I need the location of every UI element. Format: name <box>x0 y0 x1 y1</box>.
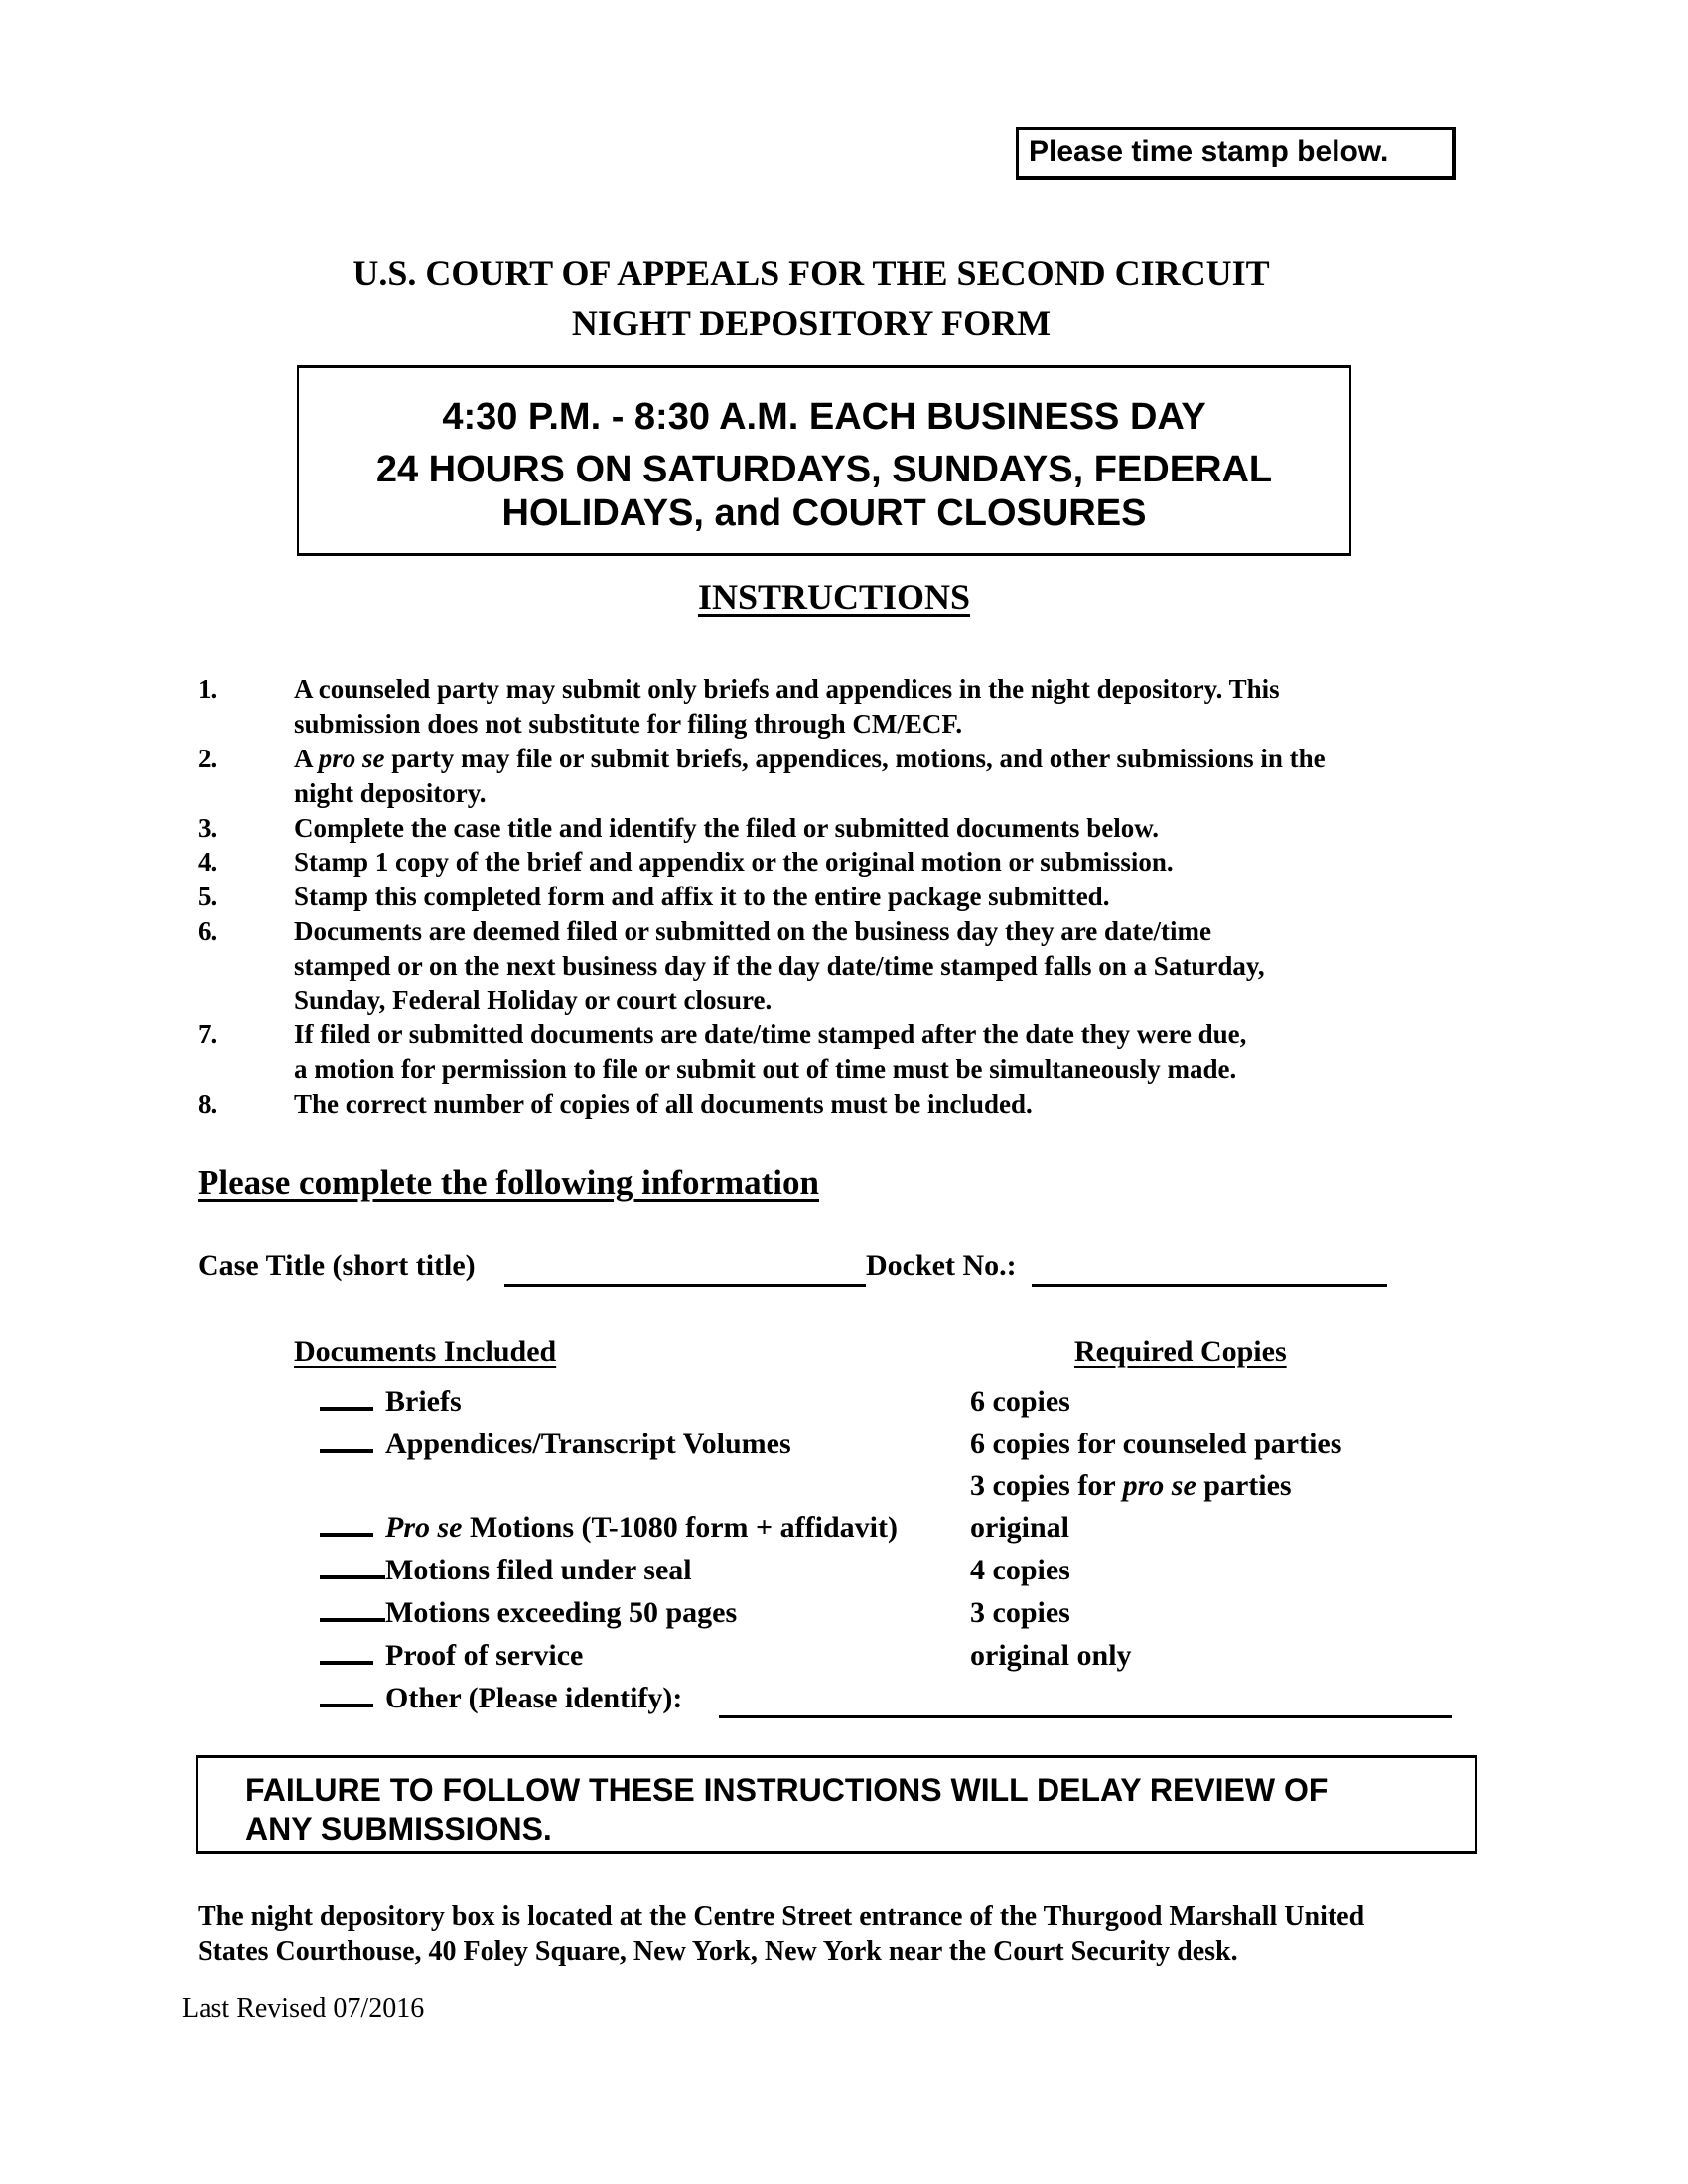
italic-text: Pro se <box>385 1511 463 1544</box>
instruction-line: stamped or on the next business day if the day date/time stamped falls on a Saturday, <box>294 951 1265 981</box>
instruction-number: 6. <box>198 916 218 946</box>
copies-value: 3 copies <box>970 1596 1070 1629</box>
appendices-checkbox-blank[interactable] <box>320 1448 373 1453</box>
instruction-line: Stamp this completed form and affix it to the entire package submitted. <box>294 882 1110 911</box>
copies-value: 6 copies <box>970 1385 1070 1418</box>
location-line-2: States Courthouse, 40 Foley Square, New York, New York near the Court Security desk. <box>198 1936 1238 1967</box>
instruction-number: 2. <box>198 744 218 773</box>
hours-line-2: 24 HOURS ON SATURDAYS, SUNDAYS, FEDERAL <box>375 449 1273 490</box>
other-checkbox-blank[interactable] <box>320 1703 373 1707</box>
case-title-label: Case Title (short title) <box>198 1249 476 1282</box>
document-label: Motions exceeding 50 pages <box>385 1596 738 1629</box>
court-title: U.S. COURT OF APPEALS FOR THE SECOND CIRCUIT <box>352 253 1270 293</box>
warning-line-1: FAILURE TO FOLLOW THESE INSTRUCTIONS WILL DELAY REVIEW OF <box>245 1772 1329 1808</box>
warning-box <box>196 1755 1477 1854</box>
hours-box <box>297 365 1351 556</box>
document-row-long-motions <box>320 1596 737 1630</box>
italic-text: pro se <box>318 744 385 773</box>
copies-value: original only <box>970 1639 1132 1672</box>
documents-header: Documents Included <box>294 1335 557 1368</box>
document-row-sealed-motions <box>320 1554 692 1587</box>
hours-line-3: HOLIDAYS, and COURT CLOSURES <box>501 492 1147 534</box>
docket-field[interactable] <box>1032 1256 1387 1287</box>
copies-value: original <box>970 1511 1070 1544</box>
form-heading: Please complete the following information <box>198 1163 820 1202</box>
case-title-field[interactable] <box>504 1256 866 1287</box>
instruction-line: If filed or submitted documents are date/time stamped after the date they were due, <box>294 1020 1247 1049</box>
other-identify-field[interactable] <box>719 1688 1452 1718</box>
instruction-number: 4. <box>198 847 218 877</box>
docket-label: Docket No.: <box>866 1249 1017 1282</box>
instruction-number: 1. <box>198 674 218 704</box>
time-stamp-box <box>1016 127 1456 180</box>
copies-value-pro-se <box>970 1469 1292 1503</box>
instruction-number: 8. <box>198 1089 218 1119</box>
instruction-line: Documents are deemed filed or submitted on the business day they are date/time <box>294 916 1211 946</box>
instructions-heading: INSTRUCTIONS <box>697 577 971 616</box>
text: party may file or submit briefs, appendices, motions, and other submissions in the <box>384 744 1326 773</box>
document-label: Proof of service <box>385 1639 584 1672</box>
instruction-number: 3. <box>198 813 218 843</box>
instruction-line: Complete the case title and identify the filed or submitted documents below. <box>294 813 1159 843</box>
italic-text: pro se <box>1122 1469 1196 1502</box>
document-row-briefs <box>320 1385 462 1419</box>
instruction-line: The correct number of copies of all documents must be included. <box>294 1089 1033 1119</box>
copies-value: 4 copies <box>970 1554 1070 1586</box>
text: 3 copies for <box>970 1469 1123 1502</box>
document-row-proof-of-service <box>320 1639 583 1673</box>
location-line-1: The night depository box is located at the Centre Street entrance of the Thurgood Marshall United <box>198 1901 1365 1932</box>
pro-se-motions-checkbox-blank[interactable] <box>320 1532 373 1537</box>
warning-line-2: ANY SUBMISSIONS. <box>245 1811 552 1846</box>
text: A <box>294 744 319 773</box>
document-label: Other (Please identify): <box>385 1682 683 1714</box>
instruction-line: submission does not substitute for filing through CM/ECF. <box>294 709 963 739</box>
document-row-other <box>320 1682 682 1715</box>
instruction-line: Sunday, Federal Holiday or court closure. <box>294 985 773 1015</box>
copies-value: 6 copies for counseled parties <box>970 1428 1342 1460</box>
proof-of-service-checkbox-blank[interactable] <box>320 1660 373 1665</box>
sealed-motions-checkbox-blank[interactable] <box>320 1574 385 1579</box>
hours-line-1: 4:30 P.M. - 8:30 A.M. EACH BUSINESS DAY <box>442 396 1206 438</box>
document-label: Motions filed under seal <box>385 1554 692 1586</box>
document-label: Briefs <box>385 1385 462 1418</box>
copies-header: Required Copies <box>1074 1335 1287 1368</box>
document-row-appendices <box>320 1428 791 1461</box>
instruction-line <box>294 744 1326 774</box>
instruction-line: Stamp 1 copy of the brief and appendix or the original motion or submission. <box>294 847 1174 877</box>
time-stamp-notice: Please time stamp below. <box>1029 135 1389 168</box>
document-label: Motions (T-1080 form + affidavit) <box>462 1511 898 1544</box>
long-motions-checkbox-blank[interactable] <box>320 1617 385 1622</box>
text: parties <box>1196 1469 1292 1502</box>
instruction-number: 5. <box>198 882 218 911</box>
briefs-checkbox-blank[interactable] <box>320 1406 373 1411</box>
instruction-line: A counseled party may submit only briefs and appendices in the night depository. This <box>294 674 1280 704</box>
instruction-number: 7. <box>198 1020 218 1049</box>
form-title: NIGHT DEPOSITORY FORM <box>571 303 1052 342</box>
instruction-line: night depository. <box>294 778 487 808</box>
document-label: Appendices/Transcript Volumes <box>385 1428 791 1460</box>
document-row-pro-se-motions <box>320 1511 898 1545</box>
last-revised: Last Revised 07/2016 <box>182 1993 425 2024</box>
instruction-line: a motion for permission to file or submit out of time must be simultaneously made. <box>294 1054 1237 1084</box>
